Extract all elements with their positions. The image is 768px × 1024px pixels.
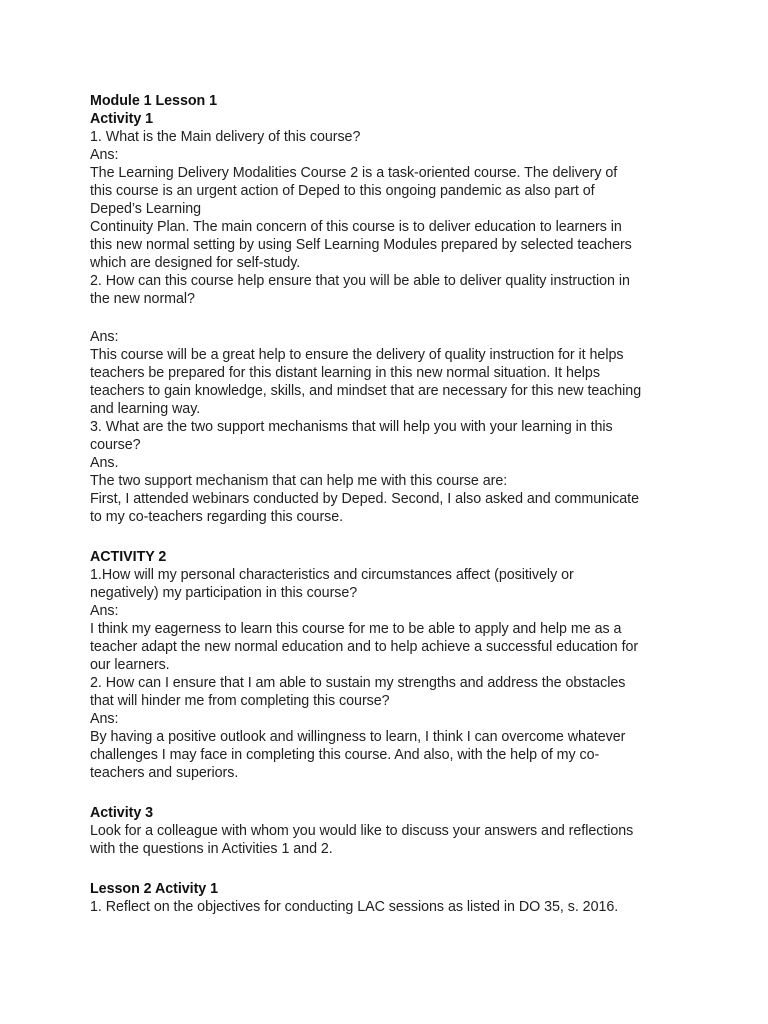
answer-line: our learners. (90, 657, 170, 673)
activity3-heading: Activity 3 (90, 805, 154, 821)
answer-label: Ans: (90, 329, 119, 345)
answer-line: to my co-teachers regarding this course. (90, 509, 344, 525)
answer-line: teachers to gain knowledge, skills, and mindset that are necessary for this new teaching (90, 383, 642, 399)
blank-line (90, 308, 690, 328)
lesson2-heading: Lesson 2 Activity 1 (90, 881, 219, 897)
answer-label: Ans: (90, 711, 119, 727)
activity2-heading: ACTIVITY 2 (90, 549, 167, 565)
activity1-question-2: 2. How can this course help ensure that you will be able to deliver quality instruction in (90, 273, 630, 289)
answer-line: teachers be prepared for this distant learning in this new normal situation. It helps (90, 365, 600, 381)
answer-line: teacher adapt the new normal education and to help achieve a successful education for (90, 639, 639, 655)
answer-line: Continuity Plan. The main concern of this course is to deliver education to learners in (90, 219, 622, 235)
activity1-question-3: 3. What are the two support mechanisms that will help you with your learning in this (90, 419, 613, 435)
activity3-text: with the questions in Activities 1 and 2. (90, 841, 333, 857)
answer-line: this new normal setting by using Self Learning Modules prepared by selected teachers (90, 237, 632, 253)
blank-line (90, 526, 690, 548)
lesson2-text: 1. Reflect on the objectives for conducting LAC sessions as listed in DO 35, s. 2016. (90, 899, 619, 915)
answer-line: The two support mechanism that can help me with this course are: (90, 473, 508, 489)
activity1-question-3: course? (90, 437, 141, 453)
answer-line: teachers and superiors. (90, 765, 239, 781)
answer-line: and learning way. (90, 401, 201, 417)
activity2-question-2: that will hinder me from completing this course? (90, 693, 390, 709)
blank-line (90, 858, 690, 880)
answer-label: Ans: (90, 147, 119, 163)
activity1-heading: Activity 1 (90, 111, 154, 127)
module-heading: Module 1 Lesson 1 (90, 93, 218, 109)
answer-label: Ans: (90, 603, 119, 619)
blank-line (90, 782, 690, 804)
answer-line: First, I attended webinars conducted by Deped. Second, I also asked and communicate (90, 491, 639, 507)
activity1-question-1: 1. What is the Main delivery of this course? (90, 129, 361, 145)
activity2-question-1: negatively) my participation in this course? (90, 585, 358, 601)
activity3-text: Look for a colleague with whom you would like to discuss your answers and reflections (90, 823, 634, 839)
answer-line: challenges I may face in completing this course. And also, with the help of my co- (90, 747, 600, 763)
activity1-question-2: the new normal? (90, 291, 195, 307)
answer-line: The Learning Delivery Modalities Course 2 is a task-oriented course. The delivery of (90, 165, 618, 181)
answer-line: This course will be a great help to ensure the delivery of quality instruction for it helps (90, 347, 624, 363)
answer-line: I think my eagerness to learn this course for me to be able to apply and help me as a (90, 621, 622, 637)
answer-line: this course is an urgent action of Deped to this ongoing pandemic as also part of (90, 183, 595, 199)
activity2-question-2: 2. How can I ensure that I am able to sustain my strengths and address the obstacles (90, 675, 626, 691)
answer-line: which are designed for self-study. (90, 255, 301, 271)
activity2-question-1: 1.How will my personal characteristics and circumstances affect (positively or (90, 567, 574, 583)
answer-line: Deped’s Learning (90, 201, 202, 217)
answer-label: Ans. (90, 455, 119, 471)
answer-line: By having a positive outlook and willingness to learn, I think I can overcome whatever (90, 729, 626, 745)
document-page (90, 92, 690, 916)
